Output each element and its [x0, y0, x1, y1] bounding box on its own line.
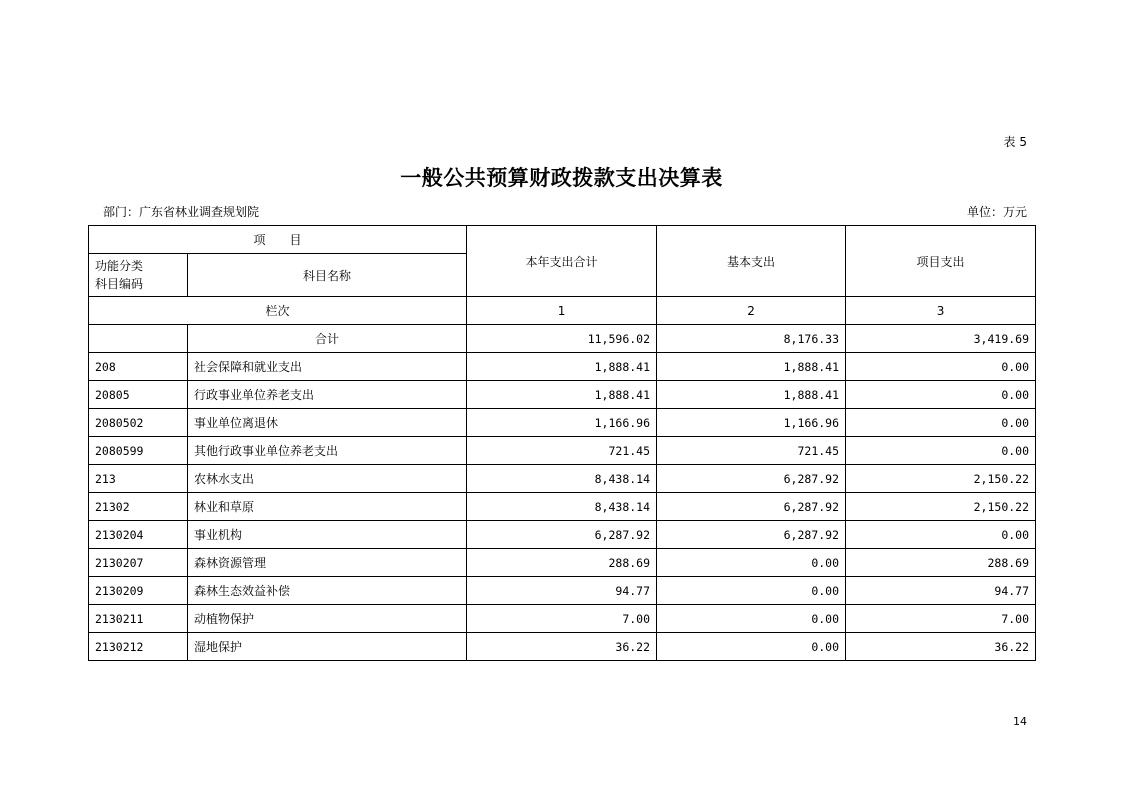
page-title: 一般公共预算财政拨款支出决算表 — [400, 166, 723, 190]
total-row-total: 11,596.02 — [467, 325, 657, 353]
table-row — [89, 437, 1036, 465]
row-project: 2,150.22 — [846, 465, 1036, 493]
row-basic: 1,166.96 — [657, 409, 846, 437]
row-total: 94.77 — [467, 577, 657, 605]
row-total: 1,888.41 — [467, 381, 657, 409]
row-project: 288.69 — [846, 549, 1036, 577]
page-number: 14 — [1013, 715, 1027, 728]
row-total: 1,888.41 — [467, 353, 657, 381]
column-index-label: 栏次 — [89, 297, 467, 325]
row-subject-name: 森林资源管理 — [188, 549, 467, 577]
col-total-header: 本年支出合计 — [467, 226, 657, 297]
row-total: 1,166.96 — [467, 409, 657, 437]
row-basic: 6,287.92 — [657, 521, 846, 549]
row-subject-name: 其他行政事业单位养老支出 — [188, 437, 467, 465]
row-project: 0.00 — [846, 353, 1036, 381]
row-total: 8,438.14 — [467, 493, 657, 521]
row-basic: 1,888.41 — [657, 381, 846, 409]
project-header: 项 目 — [89, 226, 467, 254]
row-total: 288.69 — [467, 549, 657, 577]
row-project: 94.77 — [846, 577, 1036, 605]
table-row — [89, 549, 1036, 577]
department-label: 部门：广东省林业调查规划院 — [103, 205, 260, 219]
row-basic: 0.00 — [657, 549, 846, 577]
row-basic: 0.00 — [657, 605, 846, 633]
row-project: 0.00 — [846, 521, 1036, 549]
row-subject-name: 事业单位离退休 — [188, 409, 467, 437]
header-row-1 — [89, 226, 1036, 254]
table-row — [89, 633, 1036, 661]
row-basic: 6,287.92 — [657, 493, 846, 521]
table-row — [89, 465, 1036, 493]
row-basic: 0.00 — [657, 577, 846, 605]
row-code: 2080502 — [89, 409, 188, 437]
row-code: 213 — [89, 465, 188, 493]
row-basic: 721.45 — [657, 437, 846, 465]
row-basic: 0.00 — [657, 633, 846, 661]
unit-label: 单位：万元 — [966, 205, 1027, 219]
row-basic: 6,287.92 — [657, 465, 846, 493]
row-code: 20805 — [89, 381, 188, 409]
row-total: 8,438.14 — [467, 465, 657, 493]
row-subject-name: 动植物保护 — [188, 605, 467, 633]
row-project: 0.00 — [846, 409, 1036, 437]
row-code: 2130211 — [89, 605, 188, 633]
col-basic-header: 基本支出 — [657, 226, 846, 297]
table-row — [89, 409, 1036, 437]
row-code: 21302 — [89, 493, 188, 521]
row-total: 6,287.92 — [467, 521, 657, 549]
table-number: 表 5 — [1003, 135, 1027, 149]
column-index-3: 3 — [846, 297, 1036, 325]
total-row-project: 3,419.69 — [846, 325, 1036, 353]
column-index-1: 1 — [467, 297, 657, 325]
table-row — [89, 493, 1036, 521]
category-code-header — [89, 254, 188, 297]
total-row — [89, 325, 1036, 353]
row-code: 208 — [89, 353, 188, 381]
row-subject-name: 社会保障和就业支出 — [188, 353, 467, 381]
column-index-row — [89, 297, 1036, 325]
row-code: 2080599 — [89, 437, 188, 465]
row-total: 36.22 — [467, 633, 657, 661]
row-subject-name: 事业机构 — [188, 521, 467, 549]
row-project: 2,150.22 — [846, 493, 1036, 521]
row-subject-name: 农林水支出 — [188, 465, 467, 493]
row-total: 7.00 — [467, 605, 657, 633]
row-subject-name: 湿地保护 — [188, 633, 467, 661]
table-row — [89, 577, 1036, 605]
row-code: 2130209 — [89, 577, 188, 605]
total-row-code — [89, 325, 188, 353]
table-row — [89, 605, 1036, 633]
expenditure-table — [88, 225, 1036, 661]
row-project: 36.22 — [846, 633, 1036, 661]
row-total: 721.45 — [467, 437, 657, 465]
row-basic: 1,888.41 — [657, 353, 846, 381]
category-code-header-line2: 科目编码 — [95, 277, 144, 291]
total-row-basic: 8,176.33 — [657, 325, 846, 353]
row-project: 0.00 — [846, 437, 1036, 465]
row-code: 2130207 — [89, 549, 188, 577]
category-code-header-line1: 功能分类 — [95, 259, 144, 273]
subject-name-header: 科目名称 — [188, 254, 467, 297]
total-row-label: 合计 — [188, 325, 467, 353]
row-subject-name: 行政事业单位养老支出 — [188, 381, 467, 409]
row-subject-name: 森林生态效益补偿 — [188, 577, 467, 605]
row-code: 2130204 — [89, 521, 188, 549]
table-row — [89, 521, 1036, 549]
col-project-header: 项目支出 — [846, 226, 1036, 297]
table-row — [89, 353, 1036, 381]
row-code: 2130212 — [89, 633, 188, 661]
row-subject-name: 林业和草原 — [188, 493, 467, 521]
column-index-2: 2 — [657, 297, 846, 325]
row-project: 0.00 — [846, 381, 1036, 409]
row-project: 7.00 — [846, 605, 1036, 633]
table-row — [89, 381, 1036, 409]
